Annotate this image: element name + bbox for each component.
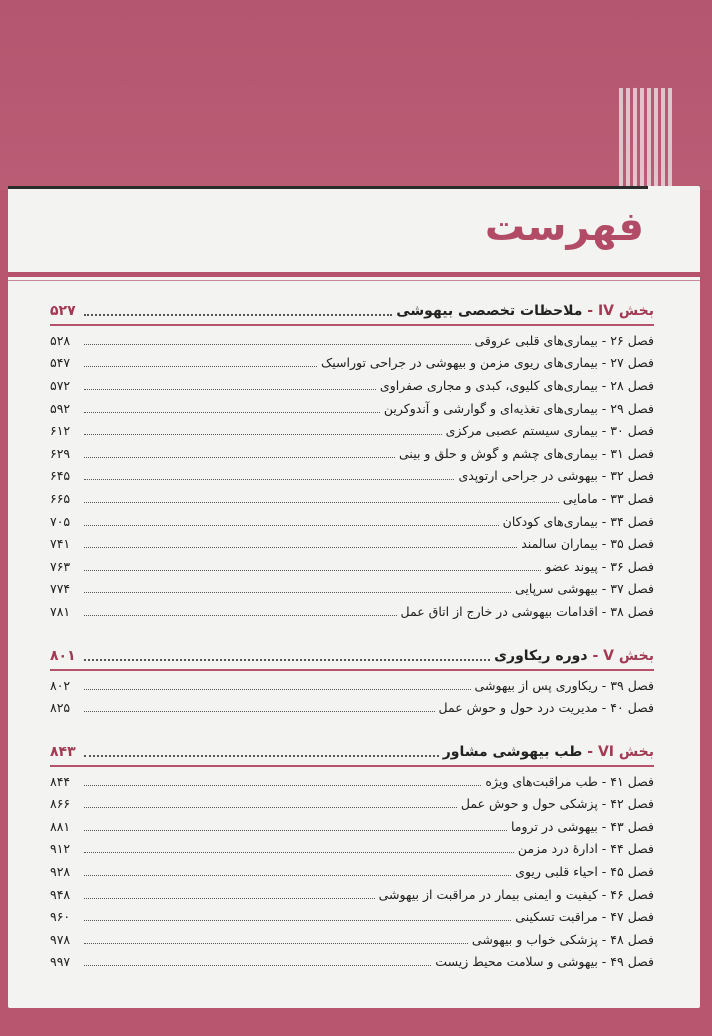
chapter-row (50, 352, 654, 375)
chapter-page-number: ۸۴۴ (50, 773, 71, 789)
chapter-row (50, 838, 654, 861)
chapter-page-number: ۶۲۹ (50, 445, 71, 461)
chapter-title: فصل ۴۲ - پزشکی حول و حوش عمل (460, 796, 654, 812)
footer-band (0, 1008, 712, 1036)
chapter-row (50, 532, 654, 555)
part-page-number: ۸۴۳ (50, 743, 76, 760)
chapter-row (50, 487, 654, 510)
part-label (494, 648, 654, 664)
chapter-title: فصل ۴۱ - طب مراقبت‌های ویژه (485, 773, 654, 789)
page-title: فهرست (484, 204, 644, 250)
dot-leader (84, 920, 511, 921)
chapter-row (50, 465, 654, 488)
dot-leader (84, 830, 507, 831)
chapter-page-number: ۵۲۸ (50, 332, 71, 348)
chapter-title: فصل ۳۳ - مامایی (562, 490, 654, 506)
part-prefix: بخش V - (587, 647, 654, 664)
header-band (0, 0, 712, 190)
dot-leader (84, 615, 397, 616)
chapter-row (50, 951, 654, 974)
chapter-title: فصل ۴۴ - ادارهٔ درد مزمن (517, 841, 654, 857)
toc-section (50, 298, 654, 623)
chapter-page-number: ۸۶۶ (50, 796, 71, 812)
chapter-page-number: ۷۸۱ (50, 603, 71, 619)
chapter-title: فصل ۳۶ - پیوند عضو (545, 558, 654, 574)
chapter-row (50, 793, 654, 816)
chapter-page-number: ۷۶۳ (50, 558, 71, 574)
chapter-page-number: ۹۲۸ (50, 864, 71, 880)
dot-leader (84, 943, 468, 944)
dot-leader (84, 965, 431, 966)
chapter-title: فصل ۳۸ - اقدامات بیهوشی در خارج از اتاق عمل (400, 603, 654, 619)
dot-leader (84, 852, 514, 853)
toc-section (50, 643, 654, 719)
chapter-page-number: ۸۰۲ (50, 677, 71, 693)
chapter-page-number: ۹۱۲ (50, 841, 71, 857)
chapter-page-number: ۶۱۲ (50, 423, 71, 439)
chapter-page-number: ۵۹۲ (50, 400, 71, 416)
chapter-title: فصل ۴۸ - پزشکی خواب و بیهوشی (471, 931, 654, 947)
chapter-page-number: ۹۶۰ (50, 909, 71, 925)
dot-leader (84, 314, 392, 316)
chapter-page-number: ۹۷۸ (50, 931, 71, 947)
chapter-row (50, 928, 654, 951)
chapter-title: فصل ۴۳ - بیهوشی در تروما (511, 818, 654, 834)
top-rule (8, 186, 648, 189)
part-label (443, 744, 654, 760)
chapter-row (50, 397, 654, 420)
part-title: دوره ریکاوری (494, 647, 588, 664)
title-rule-thin (8, 280, 700, 281)
chapter-title: فصل ۴۹ - بیهوشی و سلامت محیط زیست (435, 954, 654, 970)
chapter-page-number: ۹۹۷ (50, 954, 71, 970)
chapter-title: فصل ۳۲ - بیهوشی در جراحی ارتوپدی (458, 468, 654, 484)
chapter-page-number: ۵۷۲ (50, 377, 71, 393)
part-heading (50, 643, 654, 669)
chapter-row (50, 815, 654, 838)
part-title: طب بیهوشی مشاور (442, 743, 583, 760)
dot-leader (84, 344, 471, 345)
part-underline (50, 765, 654, 767)
chapter-title: فصل ۴۰ - مدیریت درد حول و حوش عمل (438, 700, 654, 716)
chapter-title: فصل ۳۰ - بیماری سیستم عصبی مرکزی (445, 423, 654, 439)
dot-leader (84, 479, 454, 480)
decorative-stripes (572, 88, 672, 188)
chapter-page-number: ۷۷۴ (50, 581, 71, 597)
dot-leader (84, 898, 375, 899)
part-underline (50, 669, 654, 671)
content-sheet (8, 186, 700, 1008)
chapter-row (50, 860, 654, 883)
dot-leader (84, 711, 435, 712)
dot-leader (84, 434, 442, 435)
chapter-page-number: ۶۴۵ (50, 468, 71, 484)
dot-leader (84, 389, 376, 390)
chapter-title: فصل ۲۷ - بیماری‌های ریوی مزمن و بیهوشی در جراحی توراسیک (321, 355, 654, 371)
chapter-row (50, 555, 654, 578)
chapter-row (50, 905, 654, 928)
dot-leader (84, 659, 490, 661)
dot-leader (84, 689, 471, 690)
dot-leader (84, 547, 517, 548)
dot-leader (84, 875, 511, 876)
chapter-page-number: ۸۸۱ (50, 818, 71, 834)
chapter-title: فصل ۳۹ - ریکاوری پس از بیهوشی (474, 677, 654, 693)
chapter-page-number: ۹۴۸ (50, 886, 71, 902)
dot-leader (84, 525, 499, 526)
dot-leader (84, 785, 481, 786)
chapter-page-number: ۵۴۷ (50, 355, 71, 371)
table-of-contents (50, 298, 654, 993)
part-title: ملاحظات تخصصی بیهوشی (396, 303, 583, 319)
chapter-title: فصل ۴۶ - کیفیت و ایمنی بیمار در مراقبت از بیهوشی (378, 886, 654, 902)
chapter-row (50, 374, 654, 397)
chapter-title: فصل ۳۷ - بیهوشی سرپایی (514, 581, 654, 597)
dot-leader (84, 502, 559, 503)
part-label (396, 303, 654, 319)
dot-leader (84, 592, 511, 593)
chapter-page-number: ۷۴۱ (50, 536, 71, 552)
chapter-title: فصل ۴۷ - مراقبت تسکینی (515, 909, 654, 925)
chapter-title: فصل ۲۹ - بیماری‌های تغذیه‌ای و گوارشی و آندوکرین (383, 400, 654, 416)
title-rule (8, 272, 700, 277)
dot-leader (84, 807, 457, 808)
chapter-title: فصل ۳۱ - بیماری‌های چشم و گوش و حلق و بینی (399, 445, 654, 461)
chapter-title: فصل ۳۵ - بیماران سالمند (521, 536, 654, 552)
part-page-number: ۵۲۷ (50, 303, 76, 319)
chapter-title: فصل ۴۵ - احیاء قلبی ریوی (515, 864, 654, 880)
chapter-row (50, 600, 654, 623)
part-underline (50, 324, 654, 326)
dot-leader (84, 366, 317, 367)
chapter-row (50, 770, 654, 793)
part-prefix: بخش IV - (582, 303, 654, 319)
part-heading (50, 298, 654, 324)
chapter-row (50, 578, 654, 601)
chapter-row (50, 442, 654, 465)
chapter-row (50, 674, 654, 697)
chapter-row (50, 510, 654, 533)
toc-section (50, 739, 654, 973)
dot-leader (84, 755, 439, 757)
dot-leader (84, 457, 395, 458)
part-prefix: بخش VI - (582, 743, 654, 760)
chapter-row (50, 696, 654, 719)
part-heading (50, 739, 654, 765)
chapter-title: فصل ۳۴ - بیماری‌های کودکان (502, 513, 654, 529)
chapter-page-number: ۸۲۵ (50, 700, 71, 716)
chapter-row (50, 329, 654, 352)
dot-leader (84, 570, 541, 571)
chapter-page-number: ۶۶۵ (50, 490, 71, 506)
chapter-page-number: ۷۰۵ (50, 513, 71, 529)
dot-leader (84, 412, 380, 413)
part-page-number: ۸۰۱ (50, 647, 76, 664)
chapter-row (50, 883, 654, 906)
chapter-row (50, 419, 654, 442)
chapter-title: فصل ۲۸ - بیماری‌های کلیوی، کبدی و مجاری صفراوی (379, 377, 654, 393)
chapter-title: فصل ۲۶ - بیماری‌های قلبی عروقی (474, 332, 654, 348)
